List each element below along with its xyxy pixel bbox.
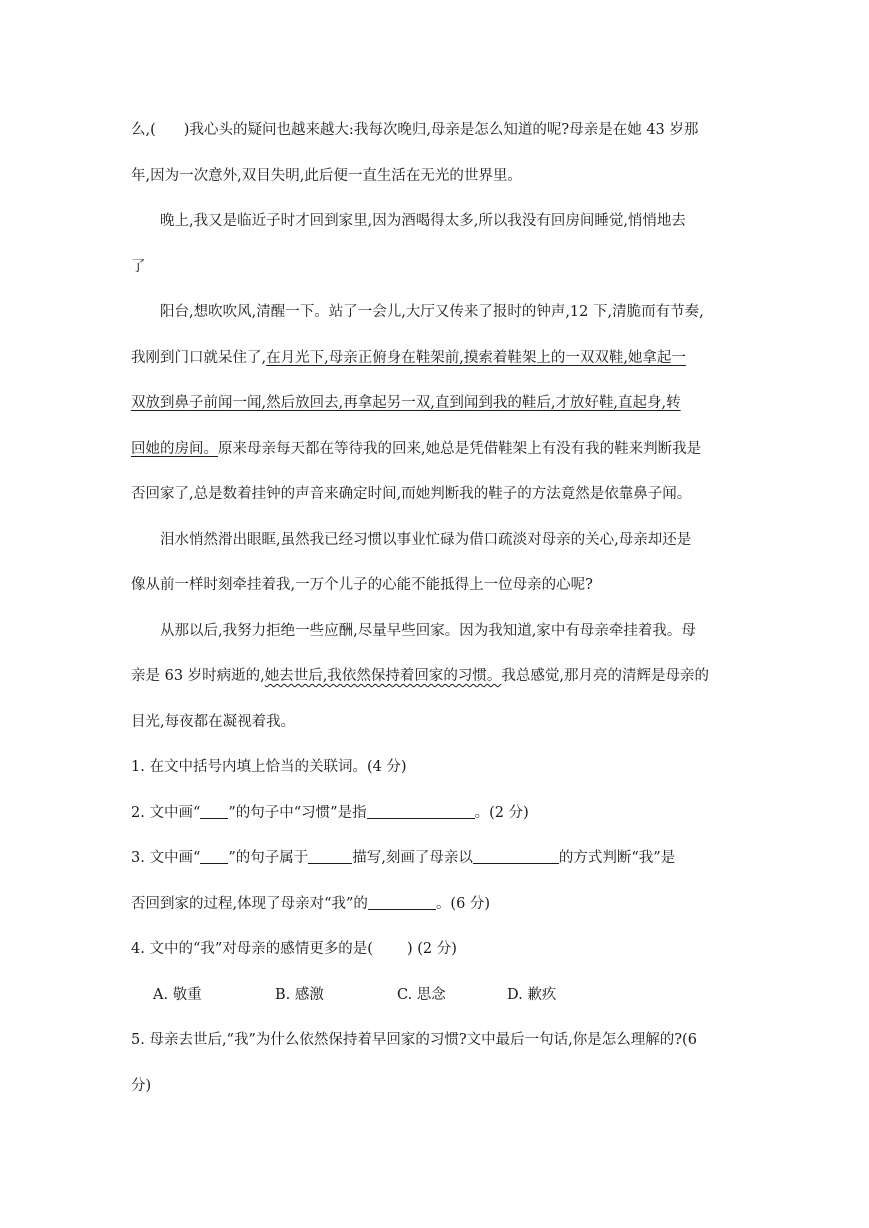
- underlined-sentence: 在月光下,母亲正俯身在鞋架前,摸索着鞋架上的一双双鞋,她拿起一: [266, 349, 686, 366]
- text-run: 亲是 63 岁时病逝的,: [131, 668, 265, 684]
- document-page: [131, 108, 739, 1109]
- wavy-underlined-sentence: 她去世后,我依然保持着回家的习惯。: [264, 668, 502, 684]
- answer-blank[interactable]: [367, 804, 475, 819]
- text-run: 我刚到门口就呆住了,: [131, 349, 267, 366]
- text-run: 原来母亲每天都在等待我的回来,她总是凭借鞋架上有没有我的鞋来判断我是: [218, 440, 702, 457]
- option-a[interactable]: A. 敬重: [153, 986, 202, 1003]
- answer-blank[interactable]: [473, 849, 559, 864]
- question-4-options: [131, 973, 739, 1019]
- question-text: 3. 文中画“: [131, 850, 201, 866]
- passage-line: [131, 199, 739, 245]
- passage-line: [131, 563, 739, 609]
- question-text: 。(2 分): [474, 804, 529, 821]
- text-run: 目光,每夜都在凝视着我。: [131, 713, 296, 730]
- passage-line: [131, 518, 739, 564]
- question-4: [131, 927, 739, 973]
- question-text: 描写,刻画了母亲以: [352, 850, 473, 866]
- question-text: 否回到家的过程,体现了母亲对“我”的: [131, 895, 368, 912]
- answer-blank[interactable]: [368, 895, 436, 910]
- question-text: 分): [131, 1077, 152, 1094]
- option-d[interactable]: D. 歉疚: [507, 986, 557, 1003]
- question-text: 4. 文中的“我”对母亲的感情更多的是(: [131, 941, 373, 957]
- text-run: 晚上,我又是临近子时才回到家里,因为酒喝得太多,所以我没有回房间睡觉,悄悄地去: [160, 213, 686, 229]
- underlined-sentence: 双放到鼻子前闻一闻,然后放回去,再拿起另一双,直到闻到我的鞋后,才放好鞋,直起身,转: [131, 395, 681, 411]
- question-text: ”的句子中“习惯”是指: [228, 804, 367, 821]
- question-text: ”的句子属于: [228, 850, 309, 866]
- underline-sample-blank: [200, 804, 228, 819]
- passage-line: [131, 654, 739, 700]
- underlined-sentence: 回她的房间。: [131, 440, 218, 457]
- answer-blank[interactable]: [308, 849, 352, 864]
- question-5-continued: [131, 1064, 739, 1110]
- question-text: ) (2 分): [406, 941, 457, 957]
- passage-line: [131, 336, 739, 382]
- passage-line: [131, 290, 739, 336]
- text-run: 泪水悄然滑出眼眶,虽然我已经习惯以事业忙碌为借口疏淡对母亲的关心,母亲却还是: [160, 531, 692, 548]
- question-1: [131, 745, 739, 791]
- text-run: 从那以后,我努力拒绝一些应酬,尽量早些回家。因为我知道,家中有母亲牵挂着我。母: [160, 622, 696, 639]
- text-run: )我心头的疑问也越来越大:我每次晚归,母亲是怎么知道的呢?母亲是在她 43 岁那: [183, 122, 699, 138]
- text-run: 了: [131, 258, 146, 275]
- question-text: 。(6 分): [435, 895, 491, 912]
- text-run: 我总感觉,那月亮的清辉是母亲的: [501, 668, 709, 684]
- question-3-continued: [131, 882, 739, 928]
- passage-line: [131, 108, 739, 154]
- text-run: 否回家了,总是数着挂钟的声音来确定时间,而她判断我的鞋子的方法竟然是依靠鼻子闻。: [131, 486, 692, 502]
- passage-line: [131, 427, 739, 473]
- passage-line: [131, 245, 739, 291]
- underline-sample-blank: [200, 849, 228, 864]
- passage-line: [131, 154, 739, 200]
- question-2: [131, 791, 739, 837]
- text-run: 像从前一样时刻牵挂着我,一万个儿子的心能不能抵得上一位母亲的心呢?: [131, 577, 593, 593]
- passage-line: [131, 700, 739, 746]
- text-run: 阳台,想吹吹风,清醒一下。站了一会儿,大厅又传来了报时的钟声,12 下,清脆而有节奏,: [160, 304, 704, 320]
- question-text: 的方式判断“我”是: [558, 850, 676, 866]
- question-text: 5. 母亲去世后,“我”为什么依然保持着早回家的习惯?文中最后一句话,你是怎么理解的?(6: [131, 1032, 697, 1048]
- passage-line: [131, 609, 739, 655]
- option-b[interactable]: B. 感激: [275, 986, 324, 1003]
- option-c[interactable]: C. 思念: [397, 986, 446, 1003]
- passage-line: [131, 381, 739, 427]
- question-text: 1. 在文中括号内填上恰当的关联词。(4 分): [131, 759, 407, 775]
- question-text: 2. 文中画“: [131, 804, 201, 821]
- text-run: 年,因为一次意外,双目失明,此后便一直生活在无光的世界里。: [131, 167, 522, 184]
- text-run: 么,(: [131, 122, 156, 138]
- question-3: [131, 836, 739, 882]
- passage-line: [131, 472, 739, 518]
- question-5: [131, 1018, 739, 1064]
